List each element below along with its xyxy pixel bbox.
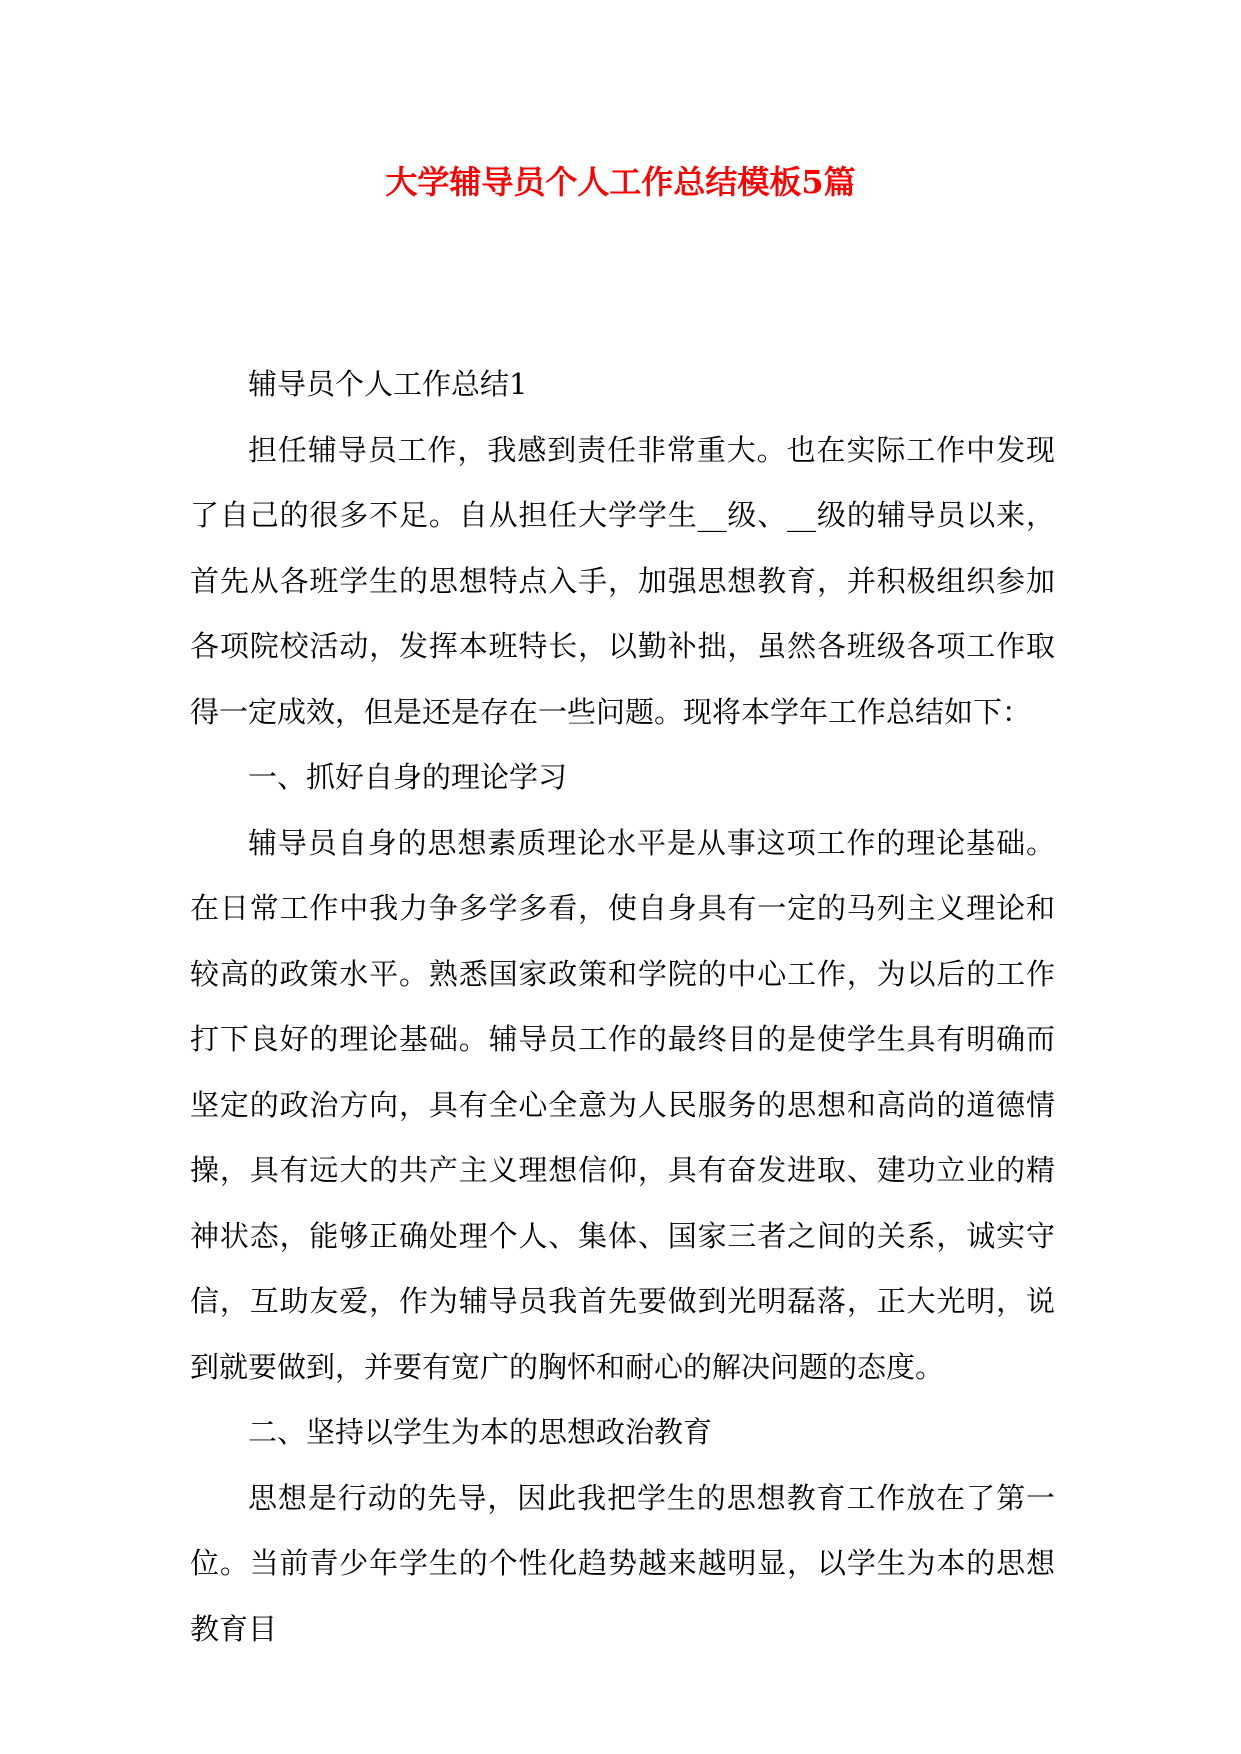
heading-theory-study: 一、抓好自身的理论学习 <box>248 760 568 794</box>
section-title: 辅导员个人工作总结1 <box>248 367 528 401</box>
paragraph-student-centered: 思想是行动的先导，因此我把学生的思想教育工作放在了第一位。当前青少年学生的个性化趋势越来越明显，以学生为本的思想教育目 <box>190 1480 1055 1646</box>
document-title: 大学辅导员个人工作总结模板5篇 <box>385 163 856 201</box>
heading-student-centered: 二、坚持以学生为本的思想政治教育 <box>248 1415 713 1449</box>
document-body <box>190 352 1055 1662</box>
paragraph-theory-study: 辅导员自身的思想素质理论水平是从事这项工作的理论基础。在日常工作中我力争多学多看，使自身具有一定的马列主义理论和较高的政策水平。熟悉国家政策和学院的中心工作，为以后的工作打下良好的理论基础。辅导员工作的最终目的是使学生具有明确而坚定的政治方向，具有全心全意为人民服务的思想和高尚的道德情操，具有远大的共产主义理想信仰，具有奋发进取、建功立业的精神状态，能够正确处理个人、集体、国家三者之间的关系，诚实守信，互助友爱，作为辅导员我首先要做到光明磊落，正大光明，说到就要做到，并要有宽广的胸怀和耐心的解决问题的态度。 <box>190 825 1055 1384</box>
paragraph-intro: 担任辅导员工作，我感到责任非常重大。也在实际工作中发现了自己的很多不足。自从担任大学学生__级、__级的辅导员以来，首先从各班学生的思想特点入手，加强思想教育，并积极组织参加各项院校活动，发挥本班特长，以勤补拙，虽然各班级各项工作取得一定成效，但是还是存在一些问题。现将本学年工作总结如下： <box>190 432 1055 729</box>
